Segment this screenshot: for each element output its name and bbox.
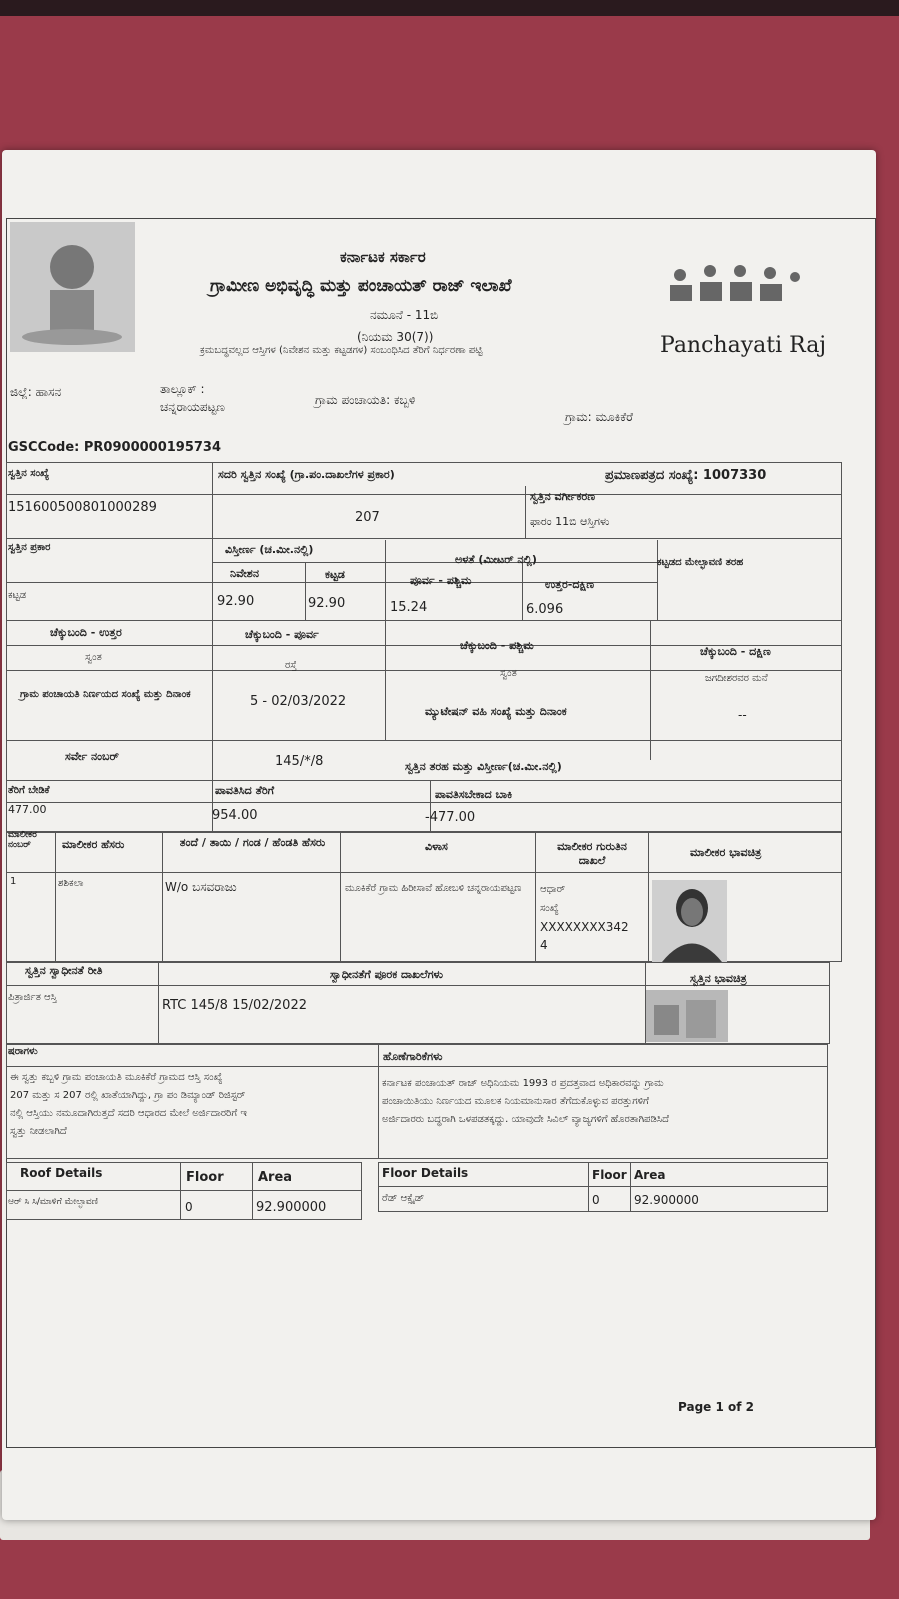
h-address: ವಿಳಾಸ xyxy=(425,840,448,853)
roof-area: 92.900000 xyxy=(256,1200,327,1215)
certificate-number: ಪ್ರಮಾಣಪತ್ರದ ಸಂಖ್ಯೆ: 1007330 xyxy=(605,468,767,483)
h-remarks: ಷರಾಗಳು xyxy=(8,1046,38,1057)
site-area: 92.90 xyxy=(217,594,255,609)
h-boundary-north: ಚೆಕ್ಕುಬಂದಿ - ಉತ್ತರ xyxy=(50,626,122,639)
h-dimensions: ಅಳತೆ (ಮೀಟರ್ ನಲ್ಲಿ) xyxy=(455,553,537,566)
h-ownership-mode: ಸ್ವತ್ತಿನ ಸ್ವಾಧೀನತೆ ರೀತಿ xyxy=(25,964,103,977)
rule-number: (ನಿಯಮ 30(7)) xyxy=(357,330,434,344)
h-roof-details: Roof Details xyxy=(20,1166,103,1180)
h-owner-id: ಮಾಲೀಕರ ಗುರುತಿನ ದಾಖಲೆ xyxy=(557,840,627,867)
h-roof-floor: Floor xyxy=(186,1170,224,1185)
classification: ಫಾರಂ 11ಬಿ ಆಸ್ತಿಗಳು xyxy=(530,515,610,528)
roof-floor: 0 xyxy=(185,1200,193,1214)
owner-id-number: XXXXXXXX342 xyxy=(540,920,629,934)
remark-line-1: ಈ ಸ್ವತ್ತು ಕಬ್ಬಳಿ ಗ್ರಾಮ ಪಂಚಾಯತಿ ಮೂಕಿಕೆರೆ ಗ್ರಾಮದ ಆಸ್ತಿ ಸಂಖ್ಯೆ xyxy=(10,1072,223,1083)
h-survey-no: ಸರ್ವೇ ನಂಬರ್ xyxy=(65,750,119,763)
h-responsibilities: ಹೊಣೆಗಾರಿಕೆಗಳು xyxy=(383,1050,443,1063)
h-north-south: ಉತ್ತರ-ದಕ್ಷಿಣ xyxy=(545,578,595,591)
district: ಜಿಲ್ಲೆ: ಹಾಸನ xyxy=(10,385,62,399)
h-balance-due: ಪಾವತಿಸಬೇಕಾದ ಬಾಕಿ xyxy=(435,788,513,801)
h-roof-area: Area xyxy=(258,1170,293,1185)
east-west: 15.24 xyxy=(390,600,428,615)
remark-line-2: 207 ಮತ್ತು ಸ 207 ರಲ್ಲಿ ಖಾತೆಯಾಗಿದ್ದು, ಗ್ರಾ ಪಂ ಡಿಮ್ಯಾಂಡ್ ರಿಜಿಸ್ಟರ್ xyxy=(10,1090,246,1101)
tax-paid: 954.00 xyxy=(212,808,258,823)
karnataka-emblem-logo xyxy=(10,222,135,352)
ownership-docs: RTC 145/8 15/02/2022 xyxy=(162,998,307,1013)
boundary-west: ಸ್ವಂತ xyxy=(500,668,517,679)
owner-id-type: ಆಧಾರ್ xyxy=(540,884,566,895)
taluk-label: ತಾಲ್ಲೂಕ್ : xyxy=(160,382,205,396)
responsibility-line-3: ಅರ್ಜಿದಾರರು ಬದ್ಧರಾಗಿ ಒಳಪಡತಕ್ಕದ್ದು. ಯಾವುದೇ ಸಿವಿಲ್ ವ್ಯಾಜ್ಯಗಳಿಗೆ ಹೊರತಾಗಿಪಡಿಸಿದೆ xyxy=(382,1114,669,1125)
h-boundary-south: ಚೆಕ್ಕುಬಂದಿ - ದಕ್ಷಿಣ xyxy=(700,645,771,658)
floor-area: 92.900000 xyxy=(634,1193,699,1207)
page-number: Page 1 of 2 xyxy=(678,1400,754,1414)
floor-type: ರೆಡ್ ಆಕ್ಸೈಡ್ xyxy=(382,1193,425,1204)
boundary-south: ಜಗದೀಶರವರ ಮನೆ xyxy=(705,673,768,684)
h-mutation: ಮ್ಯುಟೇಷನ್ ವಹಿ ಸಂಖ್ಯೆ ಮತ್ತು ದಿನಾಂಕ xyxy=(425,705,567,718)
roof-type: ಆರ್ ಸಿ ಸಿ/ಮಾಳಿಗೆ ಮೇಲ್ಛಾವಣಿ xyxy=(8,1197,99,1207)
h-property-no: ಸ್ವತ್ತಿನ ಸಂಖ್ಯೆ xyxy=(8,468,50,479)
h-building: ಕಟ್ಟಡ xyxy=(325,568,345,581)
h-classification: ಸ್ವತ್ತಿನ ವರ್ಗೀಕರಣ xyxy=(530,490,596,503)
h-owner-photo: ಮಾಲೀಕರ ಭಾವಚಿತ್ರ xyxy=(690,846,762,859)
boundary-north: ಸ್ವಂತ xyxy=(85,652,102,663)
panchayati-raj-logo xyxy=(665,265,805,305)
owner-relation: W/o ಬಸವರಾಜು xyxy=(165,880,237,894)
h-gp-resolution: ಗ್ರಾಮ ಪಂಚಾಯತಿ ನಿರ್ಣಯದ ಸಂಖ್ಯೆ ಮತ್ತು ದಿನಾಂಕ xyxy=(20,689,191,700)
h-east-west: ಪೂರ್ವ - ಪಶ್ಚಿಮ xyxy=(410,574,472,587)
balance-due: -477.00 xyxy=(425,810,476,825)
h-boundary-west: ಚೆಕ್ಕುಬಂದಿ - ಪಶ್ಚಿಮ xyxy=(460,639,534,652)
h-roof-type: ಕಟ್ಟಡದ ಮೇಲ್ಛಾವಣಿ ತರಹ xyxy=(657,557,744,568)
north-south: 6.096 xyxy=(526,602,564,617)
mutation: -- xyxy=(738,708,747,722)
form-subtitle: ಕ್ರಮಬದ್ಧವಲ್ಲದ ಆಸ್ತಿಗಳ (ನಿವೇಶನ ಮತ್ತು ಕಟ್ಟಡಗಳ) ಸಂಬಂಧಿಸಿದ ತೆರಿಗೆ ನಿರ್ಧರಣಾ ಪಟ್ಟಿ xyxy=(200,345,483,356)
h-owner-name: ಮಾಲೀಕರ ಹೆಸರು xyxy=(62,838,125,851)
remark-line-3: ನಲ್ಲಿ ಆಸ್ತಿಯು ನಮೂದಾಗಿರುತ್ತದೆ ಸದರಿ ಆಧಾರದ ಮೇಲೆ ಅರ್ಜಿದಾರರಿಗೆ ಇ xyxy=(10,1108,247,1119)
h-relation: ತಂದೆ / ತಾಯಿ / ಗಂಡ / ಹೆಂಡತಿ ಹೆಸರು xyxy=(179,836,326,849)
taluk: ಚನ್ನರಾಯಪಟ್ಟಣ xyxy=(160,400,225,414)
responsibility-line-1: ಕರ್ನಾಟಕ ಪಂಚಾಯತ್ ರಾಜ್ ಅಧಿನಿಯಮ 1993 ರ ಪ್ರದತ್ತವಾದ ಅಧಿಕಾರವನ್ನು ಗ್ರಾಮ xyxy=(382,1078,664,1089)
owner-id-number-end: 4 xyxy=(540,938,548,952)
h-site: ನಿವೇಶನ xyxy=(230,567,259,580)
responsibility-line-2: ಪಂಚಾಯಿತಿಯು ನಿರ್ಣಯದ ಮೂಲಕ ನಿಯಮಾನುಸಾರ ತೆಗೆದುಕೊಳ್ಳುವ ಪರತ್ತುಗಳಿಗೆ xyxy=(382,1096,649,1107)
h-boundary-east: ಚೆಕ್ಕುಬಂದಿ - ಪೂರ್ವ xyxy=(245,628,319,641)
h-tax-demand: ತೆರಿಗೆ ಬೇಡಿಕೆ xyxy=(8,785,50,796)
owner-no: 1 xyxy=(10,876,17,887)
h-old-no: ಸದರಿ ಸ್ವತ್ತಿನ ಸಂಖ್ಯೆ (ಗ್ರಾ.ಪಂ.ದಾಖಲೆಗಳ ಪ್ರಕಾರ) xyxy=(218,468,395,481)
owner-photo xyxy=(652,880,727,962)
property-type: ಕಟ್ಟಡ xyxy=(8,590,27,601)
h-property-photo: ಸ್ವತ್ತಿನ ಭಾವಚಿತ್ರ xyxy=(690,972,747,985)
h-floor: Floor xyxy=(592,1168,627,1182)
owner-name: ಶಶಿಕಲಾ xyxy=(58,878,84,889)
old-no: 207 xyxy=(355,510,380,525)
village: ಗ್ರಾಮ: ಮೂಕಿಕೆರೆ xyxy=(565,410,633,424)
tax-demand: 477.00 xyxy=(8,803,47,816)
remark-line-4: ಸ್ವತ್ತು ನೀಡಲಾಗಿದೆ xyxy=(10,1126,67,1137)
ownership-mode: ಪಿತ್ರಾರ್ಜಿತ ಆಸ್ತಿ xyxy=(8,992,57,1003)
h-type-and-area: ಸ್ವತ್ತಿನ ತರಹ ಮತ್ತು ವಿಸ್ತೀರ್ಣ(ಚ.ಮೀ.ನಲ್ಲಿ) xyxy=(405,760,562,773)
gsc-code: GSCCode: PR0900000195734 xyxy=(8,440,222,455)
owner-id-label: ಸಂಖ್ಯೆ xyxy=(540,903,559,914)
gram-panchayat: ಗ್ರಾಮ ಪಂಚಾಯತಿ: ಕಬ್ಬಳಿ xyxy=(315,393,416,407)
h-floor-area: Area xyxy=(634,1168,666,1182)
property-photo xyxy=(646,990,728,1042)
floor-no: 0 xyxy=(592,1193,600,1207)
boundary-east: ರಸ್ತೆ xyxy=(285,660,297,671)
background-top-band xyxy=(0,0,899,16)
h-tax-paid: ಪಾವತಿಸಿದ ತೆರಿಗೆ xyxy=(215,784,275,797)
h-owner-no: ಮಾಲೀಕರ ನಂಬರ್ xyxy=(8,830,37,850)
form-number: ನಮೂನೆ - 11ಬಿ xyxy=(370,308,439,322)
govt-title: ಕರ್ನಾಟಕ ಸರ್ಕಾರ xyxy=(340,248,426,266)
building-area: 92.90 xyxy=(308,596,346,611)
dept-title: ಗ್ರಾಮೀಣ ಅಭಿವೃದ್ಧಿ ಮತ್ತು ಪಂಚಾಯತ್ ರಾಜ್ ಇಲಾಖೆ xyxy=(210,276,512,296)
h-floor-details: Floor Details xyxy=(382,1166,469,1180)
h-type: ಸ್ವತ್ತಿನ ಪ್ರಕಾರ xyxy=(8,542,51,553)
gp-resolution: 5 - 02/03/2022 xyxy=(250,694,347,709)
panchayati-raj-brand: Panchayati Raj xyxy=(660,333,827,358)
owner-address: ಮೂಕಿಕೆರೆ ಗ್ರಾಮ ಹಿರೀಸಾವೆ ಹೋಬಳಿ ಚನ್ನರಾಯಪಟ್ಟಣ xyxy=(345,883,522,894)
property-no: 151600500801000289 xyxy=(8,500,157,515)
h-ownership-docs: ಸ್ವಾಧೀನತೆಗೆ ಪೂರಕ ದಾಖಲೆಗಳು xyxy=(330,968,444,981)
survey-no: 145/*/8 xyxy=(275,754,324,769)
h-area: ವಿಸ್ತೀರ್ಣ (ಚ.ಮೀ.ನಲ್ಲಿ) xyxy=(225,543,314,556)
